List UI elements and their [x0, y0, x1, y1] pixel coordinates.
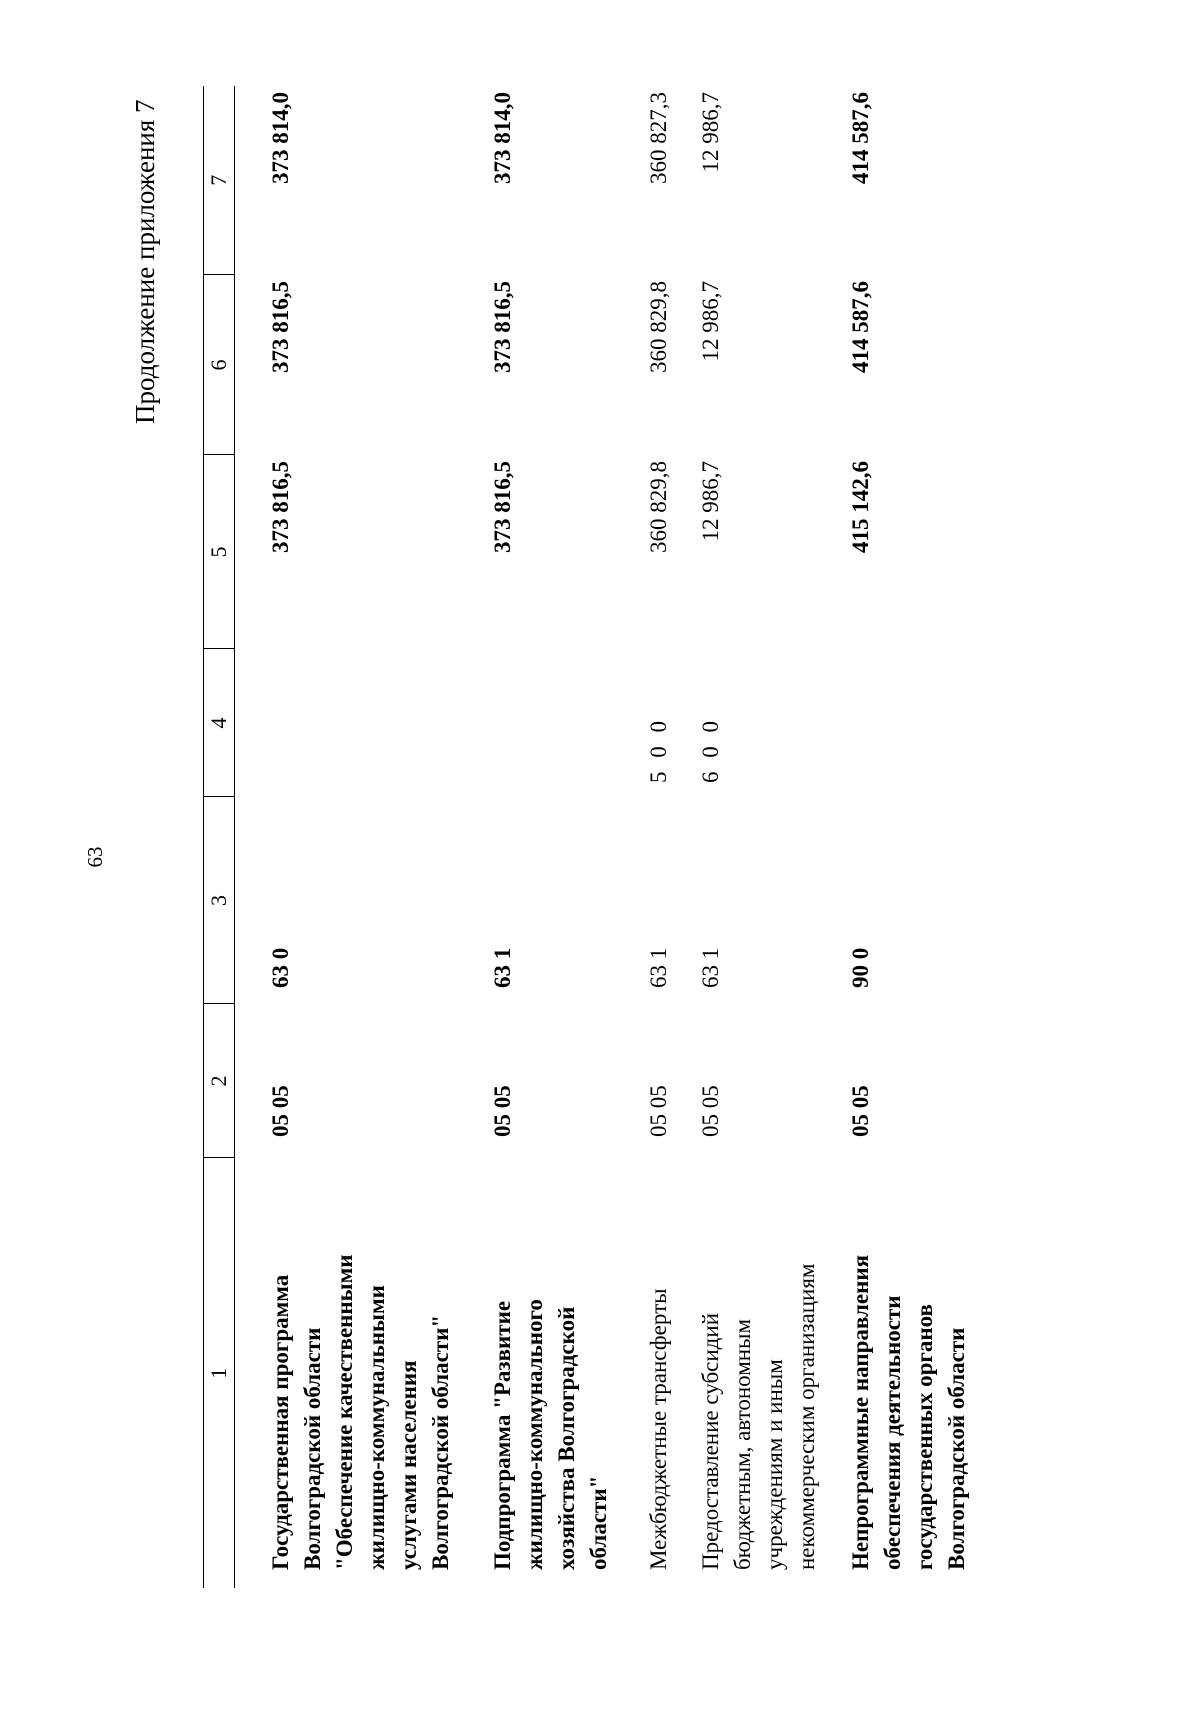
row-expense-type	[823, 649, 973, 797]
row-col7: 373 814,0	[490, 92, 515, 184]
row-col6: 360 829,8	[646, 281, 671, 373]
row-section: 05 05	[268, 1085, 293, 1137]
row-expense-type: 6 0 0	[698, 717, 723, 783]
row-section: 05 05	[490, 1085, 515, 1137]
row-target: 63 0	[268, 947, 293, 988]
row-col5: 12 986,7	[698, 461, 723, 542]
continuation-label: Продолжение приложения 7	[130, 99, 160, 424]
table-header	[204, 86, 235, 1588]
row-col5: 373 816,5	[490, 461, 515, 553]
table-row	[675, 86, 823, 1588]
row-section: 05 05	[698, 1085, 723, 1137]
row-target: 63 1	[490, 947, 515, 988]
row-col5: 373 816,5	[268, 461, 293, 553]
header-col-4: 4	[204, 649, 235, 797]
page-number: 63	[83, 846, 107, 868]
row-target: 90 0	[848, 947, 873, 988]
header-row	[204, 86, 235, 1588]
row-target: 63 1	[646, 947, 671, 988]
row-expense-type	[235, 649, 458, 797]
row-col6: 373 816,5	[268, 281, 293, 373]
header-col-2: 2	[204, 1004, 235, 1158]
row-col6: 12 986,7	[698, 281, 723, 362]
row-col7: 414 587,6	[848, 92, 873, 184]
row-col6: 414 587,6	[848, 281, 873, 373]
table-row	[235, 86, 458, 1588]
table-row	[823, 86, 973, 1588]
row-expense-type: 5 0 0	[646, 717, 671, 783]
header-col-7: 7	[204, 86, 235, 275]
row-target: 63 1	[698, 947, 723, 988]
header-col-3: 3	[204, 797, 235, 1004]
row-col7: 373 814,0	[268, 92, 293, 184]
table-row	[457, 86, 615, 1588]
row-name: Непрограммные направления обеспечения деятельности государственных органов Волгоградской области	[848, 1254, 969, 1570]
row-col6: 373 816,5	[490, 281, 515, 373]
row-col7: 12 986,7	[698, 92, 723, 173]
budget-table	[203, 86, 973, 1588]
row-col7: 360 827,3	[646, 92, 671, 184]
row-name: Межбюджетные трансферты	[646, 1288, 671, 1570]
row-name: Предоставление субсидий бюджетным, автономным учреждениям и иным некоммерческим организациям	[698, 1263, 819, 1570]
row-col5: 415 142,6	[848, 461, 873, 553]
header-col-5: 5	[204, 455, 235, 649]
row-section: 05 05	[646, 1085, 671, 1137]
header-col-6: 6	[204, 275, 235, 455]
row-name: Государственная программа Волгоградской области "Обеспечение качественными жилищно-коммунальными услугами населения Волгоградской области"	[268, 1254, 453, 1570]
row-expense-type	[457, 649, 615, 797]
header-col-1: 1	[204, 1158, 235, 1588]
row-section: 05 05	[848, 1085, 873, 1137]
table-row	[615, 86, 675, 1588]
row-name: Подпрограмма "Развитие жилищно-коммунального хозяйства Волгоградской области"	[490, 1299, 611, 1570]
row-col5: 360 829,8	[646, 461, 671, 553]
